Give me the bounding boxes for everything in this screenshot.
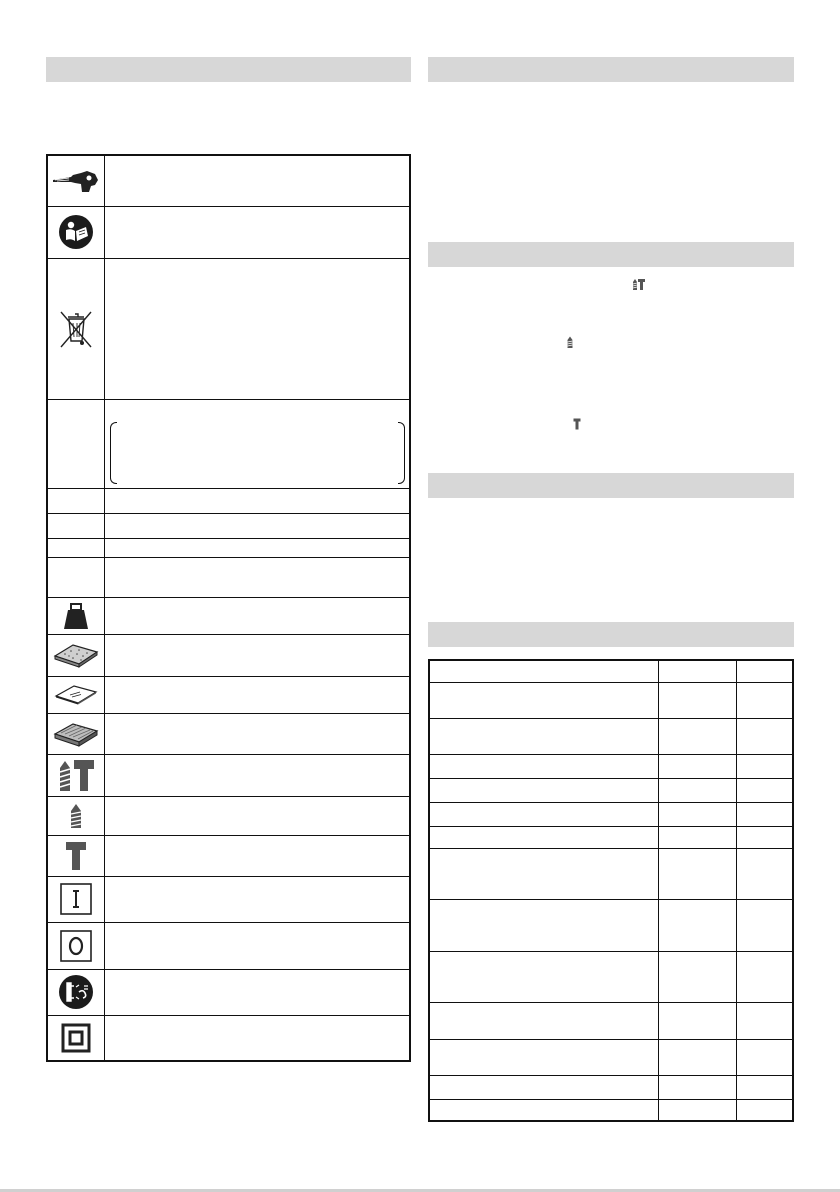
left-parenthesis bbox=[110, 422, 117, 484]
switch-on-icon bbox=[60, 883, 92, 915]
symbol-text bbox=[105, 538, 411, 557]
spec-label bbox=[429, 802, 658, 826]
spec-unit bbox=[736, 660, 793, 682]
drill-only-mode-icon bbox=[567, 336, 573, 348]
table-row bbox=[429, 826, 793, 848]
spec-value bbox=[658, 754, 736, 778]
spec-unit bbox=[736, 754, 793, 778]
table-row bbox=[429, 848, 793, 899]
spec-unit bbox=[736, 1039, 793, 1075]
spec-label bbox=[429, 778, 658, 802]
symbol-icon-cell bbox=[47, 634, 105, 676]
symbol-icon-cell bbox=[47, 488, 105, 513]
symbol-row bbox=[47, 557, 410, 597]
symbol-icon-cell bbox=[47, 538, 105, 557]
symbol-row bbox=[47, 1015, 410, 1061]
table-row bbox=[429, 754, 793, 778]
concrete-block-icon bbox=[53, 642, 99, 668]
drill-hammer-mode-icon bbox=[632, 278, 646, 290]
table-row bbox=[429, 802, 793, 826]
spec-unit bbox=[736, 1075, 793, 1099]
symbol-row bbox=[47, 876, 410, 922]
spec-unit bbox=[736, 682, 793, 718]
spec-label bbox=[429, 1002, 658, 1039]
spec-label bbox=[429, 848, 658, 899]
spec-unit bbox=[736, 899, 793, 951]
symbol-icon-cell bbox=[47, 796, 105, 835]
symbol-icon-cell bbox=[47, 513, 105, 538]
spec-value bbox=[658, 899, 736, 951]
spec-label bbox=[429, 951, 658, 1002]
symbol-icon-cell bbox=[47, 676, 105, 713]
section-header-3 bbox=[428, 242, 794, 267]
table-row bbox=[429, 1075, 793, 1099]
symbol-text bbox=[105, 155, 411, 206]
symbol-text bbox=[105, 634, 411, 676]
spec-unit bbox=[736, 1099, 793, 1121]
symbol-icon-cell bbox=[47, 876, 105, 922]
right-parenthesis bbox=[398, 422, 405, 484]
symbol-icon-cell bbox=[47, 713, 105, 754]
symbol-text bbox=[105, 597, 411, 634]
symbol-row bbox=[47, 538, 410, 557]
spec-value bbox=[658, 951, 736, 1002]
spec-value bbox=[658, 682, 736, 718]
crossed-out-wheeled-bin-icon bbox=[58, 309, 94, 349]
symbol-row bbox=[47, 634, 410, 676]
symbol-row bbox=[47, 258, 410, 399]
symbol-icon-cell bbox=[47, 597, 105, 634]
symbol-row bbox=[47, 399, 410, 488]
table-row bbox=[429, 951, 793, 1002]
spec-value bbox=[658, 802, 736, 826]
unplug-icon bbox=[58, 974, 94, 1010]
section-header-5 bbox=[428, 622, 794, 647]
symbol-text bbox=[105, 557, 411, 597]
symbol-row bbox=[47, 513, 410, 538]
symbol-icon-cell bbox=[47, 922, 105, 969]
table-row bbox=[429, 1099, 793, 1121]
symbol-text bbox=[105, 835, 411, 876]
symbol-row bbox=[47, 796, 410, 835]
spec-label bbox=[429, 718, 658, 754]
section-header-1 bbox=[46, 57, 411, 82]
spec-label bbox=[429, 1039, 658, 1075]
rotary-hammer-icon bbox=[51, 168, 101, 194]
spec-value bbox=[658, 660, 736, 682]
symbol-text bbox=[105, 713, 411, 754]
switch-off-icon bbox=[60, 930, 92, 962]
spec-label bbox=[429, 1075, 658, 1099]
symbol-text bbox=[105, 206, 411, 258]
symbol-text-bracketed bbox=[105, 399, 411, 488]
table-row bbox=[429, 1002, 793, 1039]
spec-unit bbox=[736, 778, 793, 802]
metal-sheet-icon bbox=[54, 684, 98, 706]
table-row bbox=[429, 778, 793, 802]
spec-value bbox=[658, 1075, 736, 1099]
spec-value bbox=[658, 1039, 736, 1075]
symbol-icon-cell bbox=[47, 969, 105, 1015]
symbol-text bbox=[105, 1015, 411, 1061]
read-manual-icon bbox=[58, 214, 94, 250]
symbol-icon-cell bbox=[47, 835, 105, 876]
symbol-icon-cell bbox=[47, 155, 105, 206]
hammer-only-mode-icon bbox=[65, 841, 87, 871]
symbol-row bbox=[47, 835, 410, 876]
symbol-row bbox=[47, 206, 410, 258]
symbol-icon-cell bbox=[47, 258, 105, 399]
spec-unit bbox=[736, 802, 793, 826]
spec-unit bbox=[736, 951, 793, 1002]
spec-value bbox=[658, 848, 736, 899]
table-row bbox=[429, 1039, 793, 1075]
hammer-only-mode-icon bbox=[573, 418, 581, 430]
spec-label bbox=[429, 660, 658, 682]
spec-label bbox=[429, 899, 658, 951]
spec-label bbox=[429, 826, 658, 848]
spec-unit bbox=[736, 1002, 793, 1039]
symbol-row bbox=[47, 754, 410, 796]
symbol-icon-cell bbox=[47, 557, 105, 597]
spec-unit bbox=[736, 848, 793, 899]
spec-unit bbox=[736, 826, 793, 848]
symbol-row bbox=[47, 713, 410, 754]
symbol-text bbox=[105, 754, 411, 796]
spec-value bbox=[658, 1002, 736, 1039]
symbol-row bbox=[47, 155, 410, 206]
spec-value bbox=[658, 778, 736, 802]
spec-label bbox=[429, 682, 658, 718]
symbol-text bbox=[105, 513, 411, 538]
table-row bbox=[429, 682, 793, 718]
symbol-icon-cell bbox=[47, 754, 105, 796]
symbol-row bbox=[47, 676, 410, 713]
symbol-icon-cell bbox=[47, 399, 105, 488]
section-header-2 bbox=[428, 57, 794, 82]
symbol-row bbox=[47, 969, 410, 1015]
symbol-icon-cell bbox=[47, 206, 105, 258]
symbol-text bbox=[105, 796, 411, 835]
specifications-table bbox=[428, 659, 794, 1122]
spec-label bbox=[429, 754, 658, 778]
section-header-4 bbox=[428, 473, 794, 498]
symbol-text bbox=[105, 258, 411, 399]
symbol-text bbox=[105, 922, 411, 969]
wood-board-icon bbox=[53, 721, 99, 747]
spec-value bbox=[658, 1099, 736, 1121]
symbol-row bbox=[47, 597, 410, 634]
table-row bbox=[429, 899, 793, 951]
weight-icon bbox=[63, 602, 89, 630]
symbol-text bbox=[105, 676, 411, 713]
symbol-icon-cell bbox=[47, 1015, 105, 1061]
symbol-text bbox=[105, 488, 411, 513]
spec-unit bbox=[736, 718, 793, 754]
spec-value bbox=[658, 826, 736, 848]
symbol-text bbox=[105, 876, 411, 922]
symbol-row bbox=[47, 488, 410, 513]
spec-label bbox=[429, 1099, 658, 1121]
symbol-row bbox=[47, 922, 410, 969]
class-ii-insulation-icon bbox=[61, 1023, 91, 1053]
table-row bbox=[429, 660, 793, 682]
drill-hammer-mode-icon bbox=[56, 758, 96, 792]
symbol-text bbox=[105, 969, 411, 1015]
spec-value bbox=[658, 718, 736, 754]
symbols-table bbox=[46, 154, 411, 1062]
table-row bbox=[429, 718, 793, 754]
drill-only-mode-icon bbox=[70, 803, 82, 829]
